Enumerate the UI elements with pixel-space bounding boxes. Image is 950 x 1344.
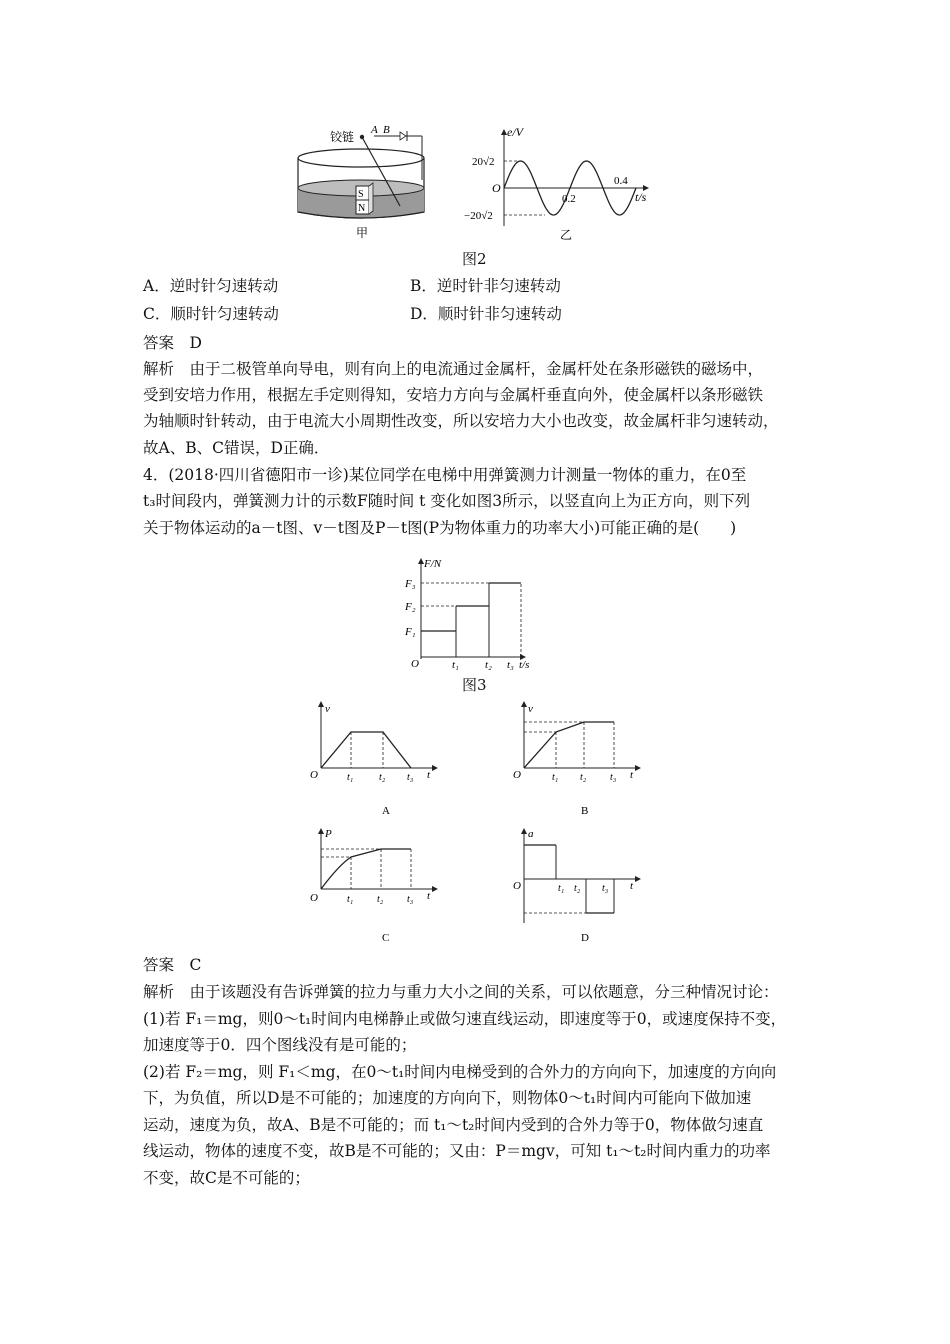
q3-analysis-line: 故A、B、C错误，D正确．	[143, 439, 330, 457]
fig3-t2: t₂	[485, 659, 492, 671]
q3-analysis-line: 为轴顺时针转动，由于电流大小周期性改变，所以安培力大小也改变，故金属杆非匀速转动，	[143, 412, 779, 430]
option-d: D．顺时针非匀速转动	[410, 305, 562, 323]
q4-analysis-line: 加速度等于0．四个图线没有是可能的；	[143, 1036, 417, 1054]
figure-2-yi	[460, 122, 660, 242]
fig3-f3: F₃	[405, 578, 416, 590]
graph-b-t2: t₂	[580, 772, 587, 783]
graph-d-t-label: t	[630, 880, 634, 892]
graph-b-y-label: v	[528, 703, 533, 715]
graph-c-t1: t₁	[347, 894, 354, 905]
graph-a-origin: O	[310, 769, 318, 781]
graph-d-t2: t₂	[574, 883, 581, 894]
graph-d-origin: O	[513, 880, 521, 892]
yi-neg-peak: −20√2	[464, 210, 493, 222]
graph-c-y-label: P	[325, 828, 332, 840]
jia-label: 甲	[356, 226, 369, 240]
hinge-label: 铰链	[330, 130, 355, 144]
fig3-f2: F₂	[405, 601, 416, 613]
q4-analysis-line: 下，为负值，所以D是不可能的；加速度的方向向下，则物体0～t₁时间内可能向下做加速	[143, 1089, 752, 1107]
q4-analysis-line: (2)若 F₂＝mg，则 F₁＜mg，在0～t₁时间内电梯受到的合外力的方向向下，加速度的方向向	[143, 1063, 777, 1081]
graph-c-t3: t₃	[407, 894, 414, 905]
yi-t1-tick: 0.2	[562, 193, 576, 205]
graph-a-t3: t₃	[407, 772, 414, 783]
option-c: C．顺时针匀速转动	[143, 305, 279, 323]
figure-2-caption: 图2	[462, 250, 487, 268]
q3-analysis-line: 受到安培力作用，根据左手定则得知，安培力方向与金属杆垂直向外，使金属杆以条形磁铁	[143, 386, 764, 404]
figure-2-jia	[290, 120, 440, 240]
yi-y-axis-label: e/V	[507, 125, 523, 139]
figure-3	[395, 553, 535, 671]
graph-b-t3: t₃	[610, 772, 617, 783]
magnet-n-label: N	[358, 203, 366, 214]
graph-d-label: D	[581, 932, 589, 944]
graph-c	[305, 827, 445, 945]
yi-t2-tick: 0.4	[614, 175, 628, 187]
graph-a-t-label: t	[427, 769, 431, 781]
q4-analysis-line: 运动，速度为负，故A、B是不可能的；而 t₁～t₂时间内受到的合外力等于0，物体做匀速直	[143, 1116, 764, 1134]
graph-d-y-label: a	[528, 828, 534, 840]
yi-label: 乙	[560, 228, 573, 242]
point-b-label: B	[383, 124, 390, 136]
fig3-y-axis-label: F/N	[424, 558, 442, 570]
magnet-s-label: S	[358, 189, 364, 200]
graph-a	[305, 700, 445, 815]
graph-d-t1: t₁	[558, 883, 565, 894]
fig3-f1: F₁	[405, 626, 416, 638]
graph-b	[508, 700, 648, 815]
q4-answer: 答案 C	[143, 956, 202, 974]
graph-a-label: A	[382, 805, 390, 815]
fig3-origin: O	[411, 658, 419, 670]
figure-3-caption: 图3	[462, 676, 487, 694]
fig3-t-axis-label: t/s	[519, 659, 530, 671]
graph-b-origin: O	[513, 769, 521, 781]
graph-a-y-label: v	[325, 703, 330, 715]
fig3-t3: t₃	[507, 659, 514, 671]
yi-origin: O	[492, 181, 501, 195]
graph-d-t3: t₃	[602, 883, 609, 894]
yi-pos-peak: 20√2	[472, 156, 495, 168]
q4-stem-line: 关于物体运动的a－t图、v－t图及P－t图(P为物体重力的功率大小)可能正确的是( )	[143, 519, 737, 537]
q3-answer: 答案 D	[143, 334, 202, 352]
option-a: A．逆时针匀速转动	[143, 277, 279, 295]
q3-analysis-line: 解析 由于二极管单向导电，则有向上的电流通过金属杆，金属杆处在条形磁铁的磁场中，	[143, 360, 764, 378]
q4-stem-line: 4．(2018·四川省德阳市一诊)某位同学在电梯中用弹簧测力计测量一物体的重力，在0至	[143, 466, 747, 484]
q4-analysis-line: 不变，故C是不可能的；	[143, 1169, 310, 1187]
graph-b-t-label: t	[630, 769, 634, 781]
graph-c-origin: O	[310, 892, 318, 904]
graph-a-t1: t₁	[347, 772, 354, 783]
graph-c-t-label: t	[427, 890, 431, 902]
q4-analysis-line: (1)若 F₁＝mg，则0～t₁时间内电梯静止或做匀速直线运动，即速度等于0，或速度保持不变，	[143, 1010, 787, 1028]
graph-b-t1: t₁	[552, 772, 559, 783]
graph-d	[508, 827, 648, 945]
q4-analysis-line: 线运动，物体的速度不变，故B是不可能的；又由：P＝mgv，可知 t₁～t₂时间内重力的功率	[143, 1142, 771, 1160]
q4-analysis-line: 解析 由于该题没有告诉弹簧的拉力与重力大小之间的关系，可以依题意，分三种情况讨论：	[143, 983, 779, 1001]
point-a-label: A	[371, 124, 378, 136]
fig3-t1: t₁	[452, 659, 459, 671]
graph-b-label: B	[581, 805, 589, 815]
yi-t-axis-label: t/s	[635, 190, 647, 204]
graph-a-t2: t₂	[379, 772, 386, 783]
graph-c-t2: t₂	[377, 894, 384, 905]
graph-c-label: C	[382, 932, 390, 944]
q4-stem-line: t₃时间段内，弹簧测力计的示数F随时间 t 变化如图3所示，以竖直向上为正方向，则下列	[143, 492, 751, 510]
option-b: B．逆时针非匀速转动	[410, 277, 561, 295]
